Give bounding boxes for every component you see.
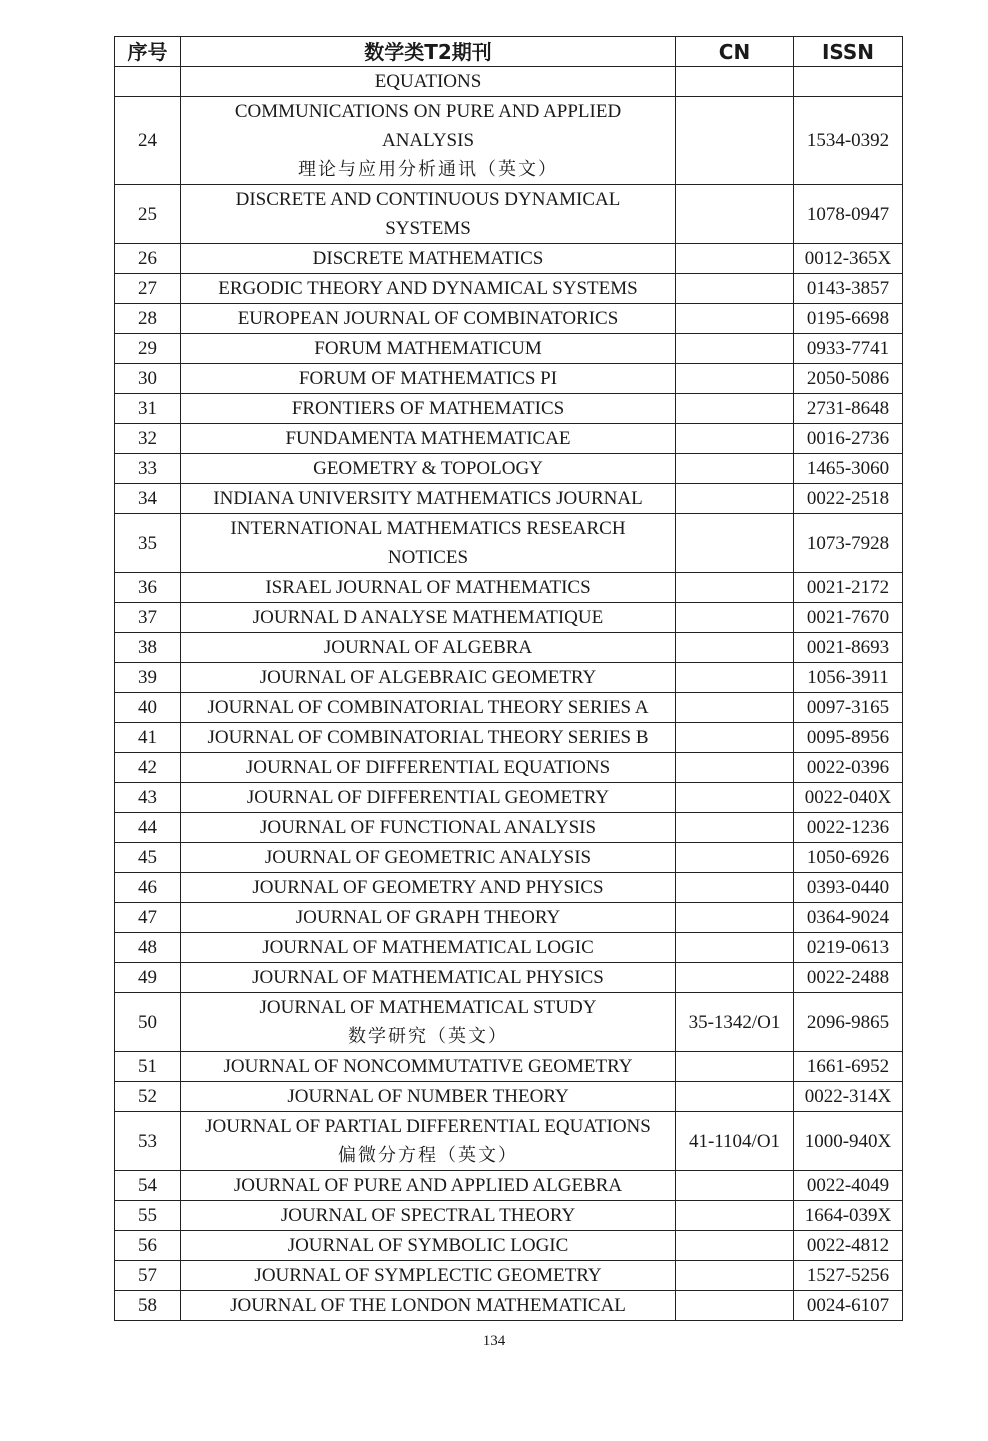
table-row (115, 873, 903, 903)
cell-title (181, 663, 676, 693)
cell-cn (676, 424, 794, 454)
title-line: EQUATIONS (374, 71, 482, 92)
cell-no: 43 (115, 783, 181, 813)
cell-no: 24 (115, 97, 181, 185)
cell-title (181, 1052, 676, 1082)
header-no: 序号 (115, 37, 181, 67)
cell-issn: 0097-3165 (794, 693, 903, 723)
table-row (115, 394, 903, 424)
table-row (115, 723, 903, 753)
table-header-row (115, 37, 903, 67)
cell-title (181, 1201, 676, 1231)
title-line: JOURNAL OF PARTIAL DIFFERENTIAL EQUATIONS (205, 1116, 651, 1137)
cell-title (181, 394, 676, 424)
cell-issn: 1000-940X (794, 1112, 903, 1171)
table-row (115, 1231, 903, 1261)
header-cn: CN (676, 37, 794, 67)
cell-title (181, 484, 676, 514)
title-line: ISRAEL JOURNAL OF MATHEMATICS (265, 577, 591, 598)
title-line: JOURNAL OF SYMPLECTIC GEOMETRY (254, 1265, 602, 1286)
cell-issn: 0219-0613 (794, 933, 903, 963)
cell-title (181, 1261, 676, 1291)
table-row (115, 963, 903, 993)
table-row (115, 813, 903, 843)
cell-title (181, 185, 676, 244)
table-row (115, 304, 903, 334)
table-row (115, 1112, 903, 1171)
table-row (115, 633, 903, 663)
page-number: 134 (482, 1333, 506, 1349)
title-line: JOURNAL OF SYMBOLIC LOGIC (287, 1235, 569, 1256)
cell-no: 40 (115, 693, 181, 723)
table-row (115, 1171, 903, 1201)
cell-title (181, 873, 676, 903)
cell-issn: 0022-4049 (794, 1171, 903, 1201)
cell-issn: 0143-3857 (794, 274, 903, 304)
cell-cn (676, 663, 794, 693)
cell-title (181, 334, 676, 364)
title-line: JOURNAL OF PURE AND APPLIED ALGEBRA (233, 1175, 623, 1196)
cell-cn (676, 723, 794, 753)
cell-issn: 1661-6952 (794, 1052, 903, 1082)
cell-no: 33 (115, 454, 181, 484)
table-row (115, 185, 903, 244)
cell-cn (676, 1261, 794, 1291)
cell-no: 28 (115, 304, 181, 334)
title-line: DISCRETE MATHEMATICS (312, 248, 544, 269)
cell-no: 41 (115, 723, 181, 753)
table-row (115, 993, 903, 1052)
cell-no: 46 (115, 873, 181, 903)
cell-issn: 0022-2488 (794, 963, 903, 993)
cell-cn (676, 484, 794, 514)
cell-title (181, 573, 676, 603)
chinese-title: 偏微分方程（英文） (338, 1145, 518, 1166)
cell-no: 52 (115, 1082, 181, 1112)
title-line: JOURNAL OF THE LONDON MATHEMATICAL (230, 1295, 626, 1316)
cell-no: 54 (115, 1171, 181, 1201)
cell-cn (676, 514, 794, 573)
table-body (115, 67, 903, 1321)
cell-issn: 0012-365X (794, 244, 903, 274)
cell-title (181, 783, 676, 813)
cell-title (181, 1231, 676, 1261)
cell-issn: 2050-5086 (794, 364, 903, 394)
cell-issn: 1664-039X (794, 1201, 903, 1231)
cell-no: 45 (115, 843, 181, 873)
title-line: SYSTEMS (385, 218, 471, 239)
cell-no: 38 (115, 633, 181, 663)
table-row (115, 1261, 903, 1291)
cell-cn (676, 1201, 794, 1231)
cell-title (181, 603, 676, 633)
header-title: 数学类T2期刊 (181, 37, 676, 67)
cell-issn: 1534-0392 (794, 97, 903, 185)
cell-cn (676, 185, 794, 244)
title-line: EUROPEAN JOURNAL OF COMBINATORICS (237, 308, 619, 329)
cell-cn (676, 963, 794, 993)
cell-issn: 2731-8648 (794, 394, 903, 424)
cell-title (181, 843, 676, 873)
cell-no: 57 (115, 1261, 181, 1291)
cell-issn: 0016-2736 (794, 424, 903, 454)
table-row (115, 573, 903, 603)
table-row (115, 1201, 903, 1231)
cell-cn (676, 1171, 794, 1201)
table-row (115, 364, 903, 394)
cell-no: 49 (115, 963, 181, 993)
cell-title (181, 753, 676, 783)
table-row (115, 484, 903, 514)
cell-cn (676, 603, 794, 633)
cell-title (181, 963, 676, 993)
title-line: FUNDAMENTA MATHEMATICAE (285, 428, 571, 449)
cell-no: 36 (115, 573, 181, 603)
cell-issn: 0933-7741 (794, 334, 903, 364)
cell-no: 39 (115, 663, 181, 693)
table-row (115, 97, 903, 185)
cell-title (181, 97, 676, 185)
title-line: JOURNAL OF GEOMETRIC ANALYSIS (264, 847, 592, 868)
cell-no: 27 (115, 274, 181, 304)
title-line: GEOMETRY & TOPOLOGY (313, 458, 543, 479)
title-line: JOURNAL OF MATHEMATICAL LOGIC (262, 937, 594, 958)
cell-issn: 1527-5256 (794, 1261, 903, 1291)
table-row (115, 67, 903, 97)
title-line: ERGODIC THEORY AND DYNAMICAL SYSTEMS (218, 278, 638, 299)
cell-title (181, 933, 676, 963)
title-line: NOTICES (387, 547, 469, 568)
table-row (115, 1052, 903, 1082)
table-row (115, 903, 903, 933)
cell-no: 50 (115, 993, 181, 1052)
cell-cn (676, 633, 794, 663)
title-line: JOURNAL OF COMBINATORIAL THEORY SERIES B (207, 727, 649, 748)
cell-issn: 0095-8956 (794, 723, 903, 753)
cell-title (181, 633, 676, 663)
title-line: JOURNAL OF FUNCTIONAL ANALYSIS (259, 817, 597, 838)
cell-issn: 0022-0396 (794, 753, 903, 783)
cell-title (181, 813, 676, 843)
cell-no: 55 (115, 1201, 181, 1231)
cell-cn (676, 1231, 794, 1261)
cell-issn: 0024-6107 (794, 1291, 903, 1321)
header-issn: ISSN (794, 37, 903, 67)
cell-issn: 0021-8693 (794, 633, 903, 663)
cell-issn: 0195-6698 (794, 304, 903, 334)
cell-cn (676, 843, 794, 873)
cell-no: 42 (115, 753, 181, 783)
cell-cn: 41-1104/O1 (676, 1112, 794, 1171)
table-row (115, 843, 903, 873)
table-row (115, 514, 903, 573)
table-row (115, 244, 903, 274)
cell-no: 37 (115, 603, 181, 633)
cell-title (181, 693, 676, 723)
cell-title (181, 903, 676, 933)
cell-no: 47 (115, 903, 181, 933)
cell-title (181, 723, 676, 753)
cell-issn: 0022-4812 (794, 1231, 903, 1261)
table-row (115, 424, 903, 454)
cell-no: 29 (115, 334, 181, 364)
cell-no: 48 (115, 933, 181, 963)
title-line: JOURNAL OF DIFFERENTIAL GEOMETRY (246, 787, 610, 808)
title-line: JOURNAL OF GEOMETRY AND PHYSICS (252, 877, 604, 898)
cell-no: 32 (115, 424, 181, 454)
cell-cn (676, 1082, 794, 1112)
cell-no: 30 (115, 364, 181, 394)
cell-cn (676, 903, 794, 933)
cell-title (181, 424, 676, 454)
cell-cn (676, 1052, 794, 1082)
cell-no: 53 (115, 1112, 181, 1171)
cell-no: 25 (115, 185, 181, 244)
cell-title (181, 993, 676, 1052)
cell-no: 34 (115, 484, 181, 514)
cell-title (181, 244, 676, 274)
cell-no: 58 (115, 1291, 181, 1321)
cell-cn (676, 753, 794, 783)
cell-issn: 0364-9024 (794, 903, 903, 933)
cell-cn (676, 873, 794, 903)
cell-no: 56 (115, 1231, 181, 1261)
title-line: JOURNAL OF SPECTRAL THEORY (280, 1205, 576, 1226)
title-line: COMMUNICATIONS ON PURE AND APPLIED (234, 101, 622, 122)
cell-issn: 1078-0947 (794, 185, 903, 244)
title-line: INDIANA UNIVERSITY MATHEMATICS JOURNAL (213, 488, 643, 509)
cell-title (181, 364, 676, 394)
cell-cn (676, 813, 794, 843)
title-line: JOURNAL OF MATHEMATICAL STUDY (259, 997, 597, 1018)
cell-title (181, 1082, 676, 1112)
title-line: FRONTIERS OF MATHEMATICS (291, 398, 565, 419)
title-line: FORUM MATHEMATICUM (314, 338, 542, 359)
table-row (115, 693, 903, 723)
cell-issn: 0022-1236 (794, 813, 903, 843)
title-line: JOURNAL OF ALGEBRA (323, 637, 533, 658)
cell-cn: 35-1342/O1 (676, 993, 794, 1052)
cell-cn (676, 274, 794, 304)
cell-title (181, 304, 676, 334)
cell-no: 31 (115, 394, 181, 424)
title-line: JOURNAL OF DIFFERENTIAL EQUATIONS (245, 757, 611, 778)
cell-title (181, 67, 676, 97)
cell-issn: 0021-7670 (794, 603, 903, 633)
cell-title (181, 1171, 676, 1201)
cell-issn: 2096-9865 (794, 993, 903, 1052)
cell-cn (676, 304, 794, 334)
cell-cn (676, 693, 794, 723)
chinese-title: 理论与应用分析通讯（英文） (298, 159, 558, 180)
cell-issn: 1056-3911 (794, 663, 903, 693)
title-line: JOURNAL OF NUMBER THEORY (287, 1086, 569, 1107)
cell-no: 44 (115, 813, 181, 843)
cell-no: 51 (115, 1052, 181, 1082)
cell-issn: 1050-6926 (794, 843, 903, 873)
table-row (115, 274, 903, 304)
cell-title (181, 1112, 676, 1171)
cell-cn (676, 933, 794, 963)
title-line: JOURNAL OF GRAPH THEORY (295, 907, 561, 928)
cell-title (181, 514, 676, 573)
cell-no: 35 (115, 514, 181, 573)
title-line: JOURNAL OF ALGEBRAIC GEOMETRY (259, 667, 597, 688)
cell-cn (676, 244, 794, 274)
title-line: FORUM OF MATHEMATICS PI (298, 368, 558, 389)
cell-cn (676, 573, 794, 603)
table-row (115, 454, 903, 484)
title-line: JOURNAL OF NONCOMMUTATIVE GEOMETRY (223, 1056, 633, 1077)
cell-no (115, 67, 181, 97)
cell-issn: 0022-314X (794, 1082, 903, 1112)
chinese-title: 数学研究（英文） (348, 1026, 508, 1047)
table-row (115, 1082, 903, 1112)
journal-table (114, 36, 903, 1321)
cell-cn (676, 1291, 794, 1321)
cell-title (181, 274, 676, 304)
cell-cn (676, 97, 794, 185)
title-line: JOURNAL OF MATHEMATICAL PHYSICS (252, 967, 604, 988)
cell-cn (676, 783, 794, 813)
cell-cn (676, 364, 794, 394)
table-row (115, 753, 903, 783)
title-line: ANALYSIS (381, 130, 475, 151)
table-row (115, 663, 903, 693)
table-row (115, 334, 903, 364)
cell-issn: 0021-2172 (794, 573, 903, 603)
title-line: JOURNAL OF COMBINATORIAL THEORY SERIES A (207, 697, 649, 718)
cell-issn (794, 67, 903, 97)
cell-issn: 0393-0440 (794, 873, 903, 903)
title-line: DISCRETE AND CONTINUOUS DYNAMICAL (235, 189, 621, 210)
cell-title (181, 454, 676, 484)
cell-cn (676, 67, 794, 97)
table-row (115, 933, 903, 963)
title-line: INTERNATIONAL MATHEMATICS RESEARCH (230, 518, 626, 539)
cell-cn (676, 454, 794, 484)
cell-cn (676, 334, 794, 364)
cell-title (181, 1291, 676, 1321)
cell-issn: 1465-3060 (794, 454, 903, 484)
table-row (115, 783, 903, 813)
cell-cn (676, 394, 794, 424)
cell-issn: 1073-7928 (794, 514, 903, 573)
table-row (115, 603, 903, 633)
cell-issn: 0022-2518 (794, 484, 903, 514)
table-row (115, 1291, 903, 1321)
title-line: JOURNAL D ANALYSE MATHEMATIQUE (252, 607, 604, 628)
cell-issn: 0022-040X (794, 783, 903, 813)
cell-no: 26 (115, 244, 181, 274)
